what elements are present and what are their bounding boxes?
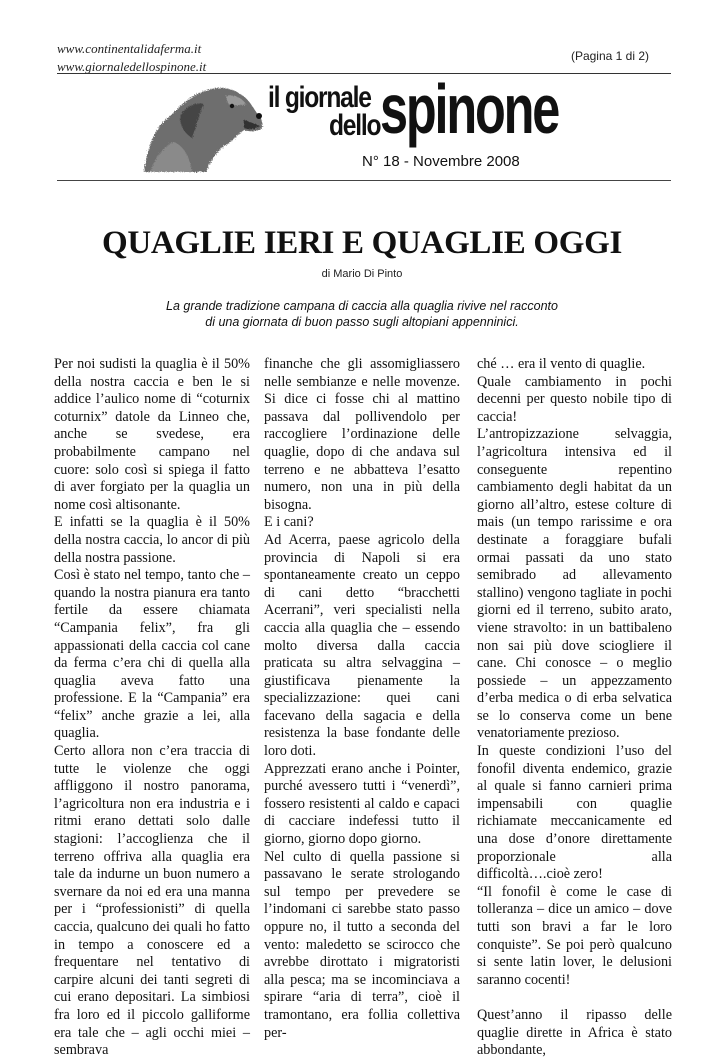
paragraph: ché … era il vento di quaglie. [477,356,646,372]
article-title: QUAGLIE IERI E QUAGLIE OGGI [101,225,622,261]
url-continentali[interactable]: www.continentalidaferma.it [57,41,202,56]
paragraph: Quale cambiamento in pochi decenni per questo nobile tipo di caccia! [477,373,672,425]
paragraph: finanche che gli assomigliassero nelle sembianze e nelle movenze. Si dice ci fosse chi al mattino passava dal pollivendolo per raccogliere l’ordinazione delle quaglie, dopo di che andava sul terreno e ne abbatteva l’esatto numero, non una in più della bisogna. [264,356,460,513]
paragraph: E i cani? [264,514,314,531]
logo-dello: dello [329,109,381,142]
subtitle-line: di una giornata di buon passo sugli altopiani appenninici. [205,315,519,329]
paragraph: Nel culto di quella passione si passavano le serate strologando sul tempo per prevedere se l’indomani ci sarebbe stato passo oppure no, il tutto a seconda del vento: maledetto se scirocco che avrebbe dirottato i migratoristi alla pesca; ma se incominciava a spirare “aria di terra”, cioè il tramontano, era follia collettiva per- [264,848,460,1041]
paragraph: Ad Acerra, paese agricolo della provincia di Napoli si era spontaneamente creato un ceppo di cani detto “bracchetti Acerrani”, veri specialisti nella caccia alla quaglia che – essendo molto diversa dalla caccia praticata su altra selvaggina – giustificava pienamente la specializzazione: quei cani facevano della sagacia e della resistenza la base fondante delle loro doti. [264,531,460,760]
paragraph: “Il fonofil è come le case di tolleranza – dice un amico – dove tutti son bravi a far le loro conquiste”. Se poi però qualcuno si sente latin lover, le delusioni saranno cocenti! [477,883,672,988]
header-rule-bottom [57,180,671,181]
paragraph: In queste condizioni l’uso del fonofil diventa endemico, grazie al quale si fanno carnieri prima impensabili con quaglie richiamate meccanicamente ed una dose d’onore direttamente proporzionale alla difficoltà….cioè zero! [477,743,672,883]
paragraph: Per noi sudisti la quaglia è il 50% della nostra caccia e ben le si addice l’aulico nome di “coturnix coturnix” datole da Linneo che, anche se svedese, era probabilmente campano nel cuore: solo così si spiega il fatto di aver forgiato per la quaglia un nome così altisonante. [54,356,250,513]
issue-number: N° 18 - Novembre 2008 [362,153,520,170]
logo-spinone: spinone [380,70,559,148]
header-rule-top [57,73,671,74]
header-urls [57,40,206,76]
logo-il-giornale: il giornale [268,81,371,114]
paragraph: E infatti se la quaglia è il 50% della nostra caccia, lo ancor di più della nostra passione. [54,514,250,566]
paragraph: Quest’anno il ripasso delle quaglie dirette in Africa è stato abbondante, [477,1006,672,1059]
article-subtitle [140,298,584,330]
page-indicator: (Pagina 1 di 2) [570,49,649,63]
article-author: di Mario Di Pinto [321,268,403,280]
subtitle-line: La grande tradizione campana di caccia alla quaglia rivive nel racconto [166,299,558,313]
article-column-2 [264,356,460,1042]
paragraph: Certo allora non c’era traccia di tutte le violenze che oggi affliggono il nostro panorama, l’agricoltura non era industria e i ritmi erano dettati solo dalle stagioni: l’accoglienza che il terreno offriva alla quaglia era tale da indurne un buon numero a svernare da noi ed era una manna per i “professionisti” di quella caccia, qualcuno dei quali ho fatto in tempo a conoscere ed a frequentare nel tentativo di carpire alcuni dei tanti segreti di cui erano depositari. La simbiosi fra loro ed il piccolo galliforme era tale che – agli occhi miei – sembrava [54,743,250,1059]
paragraph-gap [477,989,672,1007]
paragraph: Così è stato nel tempo, tanto che – quando la nostra pianura era tanto fertile da essere chiamata “Campania felix”, fra gli appassionati della caccia col cane da ferma c’era chi di quella alla quaglia aveva fatto una professione. E la “Campania” era “felix” anche grazie a lei, alla quaglia. [54,567,250,742]
url-giornale[interactable]: www.giornaledellospinone.it [57,59,207,74]
spinone-dog-icon [140,76,268,176]
article-column-1 [54,356,250,1060]
paragraph: L’antropizzazione selvaggia, l’agricoltura intensiva ed il conseguente repentino cambiamento degli habitat da un giorno all’altro, estese colture di mais (un tempo rarissime e ora destinate a foraggiare bufali ormai passati da uno stato semibrado ad allevamento stallino) vengono tagliate in pochi giorni ed il terreno, subito arato, viene stravolto: in un battibaleno non sai più dove sciogliere il cane. Chi conosce – o meglio possiede – un appezzamento d’erba medica o di erba selvatica se lo conserva come un bene venatoriamente prezioso. [477,426,672,742]
article-column-3 [477,356,672,1060]
paragraph: Apprezzati erano anche i Pointer, purché avessero tutti i “venerdì”, fossero resistenti al caldo e capaci di cacciare indefessi tutto il giorno, giorno dopo giorno. [264,760,460,848]
